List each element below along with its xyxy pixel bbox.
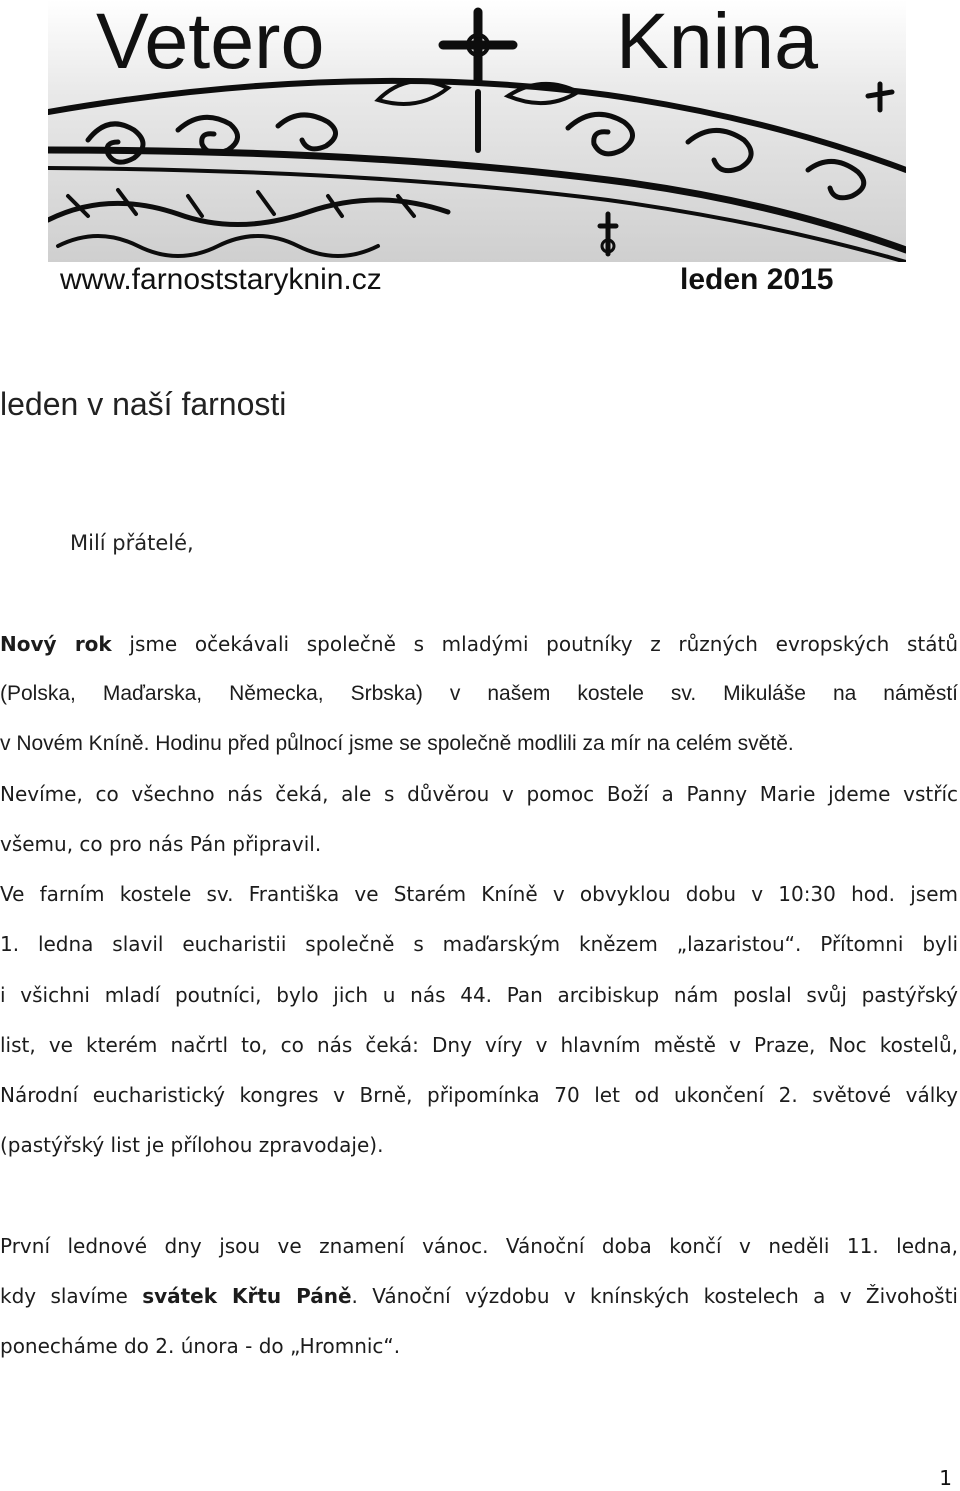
text-line: (pastýřský list je přílohou zpravodaje). — [0, 1133, 384, 1157]
text-line — [0, 1280, 958, 1312]
text-line: všemu, co pro nás Pán připravil. — [0, 832, 322, 856]
text-span: jsme očekávali společně s mladými poutníky z různých evropských států — [111, 632, 958, 656]
text-line: v Novém Kníně. Hodinu před půlnocí jsme se společně modlili za mír na celém světě. — [0, 732, 794, 755]
greeting: Milí přátelé, — [70, 531, 194, 555]
text-line: Národní eucharistický kongres v Brně, připomínka 70 let od ukončení 2. světové války — [0, 1083, 958, 1107]
text-line: ponecháme do 2. února - do „Hromnic“. — [0, 1334, 401, 1358]
text-span: kdy slavíme — [0, 1284, 143, 1308]
text-line: i všichni mladí poutníci, bylo jich u nás 44. Pan arcibiskup nám poslal svůj pastýřský — [0, 983, 958, 1007]
text-line — [0, 628, 958, 660]
issue-date: leden 2015 — [680, 263, 834, 296]
text-line: (Polska, Maďarska, Německa, Srbska) v našem kostele sv. Mikuláše na náměstí — [0, 682, 958, 705]
website-url[interactable]: www.farnoststaryknin.cz — [60, 263, 382, 296]
text-span: . Vánoční výzdobu v knínských kostelech a v Živohošti — [351, 1284, 958, 1308]
section-title: leden v naší farnosti — [0, 386, 287, 422]
text-line: První lednové dny jsou ve znamení vánoc. Vánoční doba končí v neděli 11. ledna, — [0, 1234, 958, 1258]
masthead-title-right: Knina — [616, 0, 819, 85]
masthead-title-left: Vetero — [96, 0, 325, 85]
text-line: 1. ledna slavil eucharistii společně s maďarským knězem „lazaristou“. Přítomni byli — [0, 932, 958, 956]
bold-text: svátek Křtu Páně — [142, 1284, 352, 1308]
text-line: Nevíme, co všechno nás čeká, ale s důvěrou v pomoc Boží a Panny Marie jdeme vstříc — [0, 782, 958, 806]
bold-text: Nový rok — [0, 632, 112, 656]
text-line: list, ve kterém načrtl to, co nás čeká: Dny víry v hlavním městě v Praze, Noc kostelů, — [0, 1033, 958, 1057]
text-line: Ve farním kostele sv. Františka ve Starém Kníně v obvyklou dobu v 10:30 hod. jsem — [0, 882, 958, 906]
page-number: 1 — [939, 1466, 952, 1490]
